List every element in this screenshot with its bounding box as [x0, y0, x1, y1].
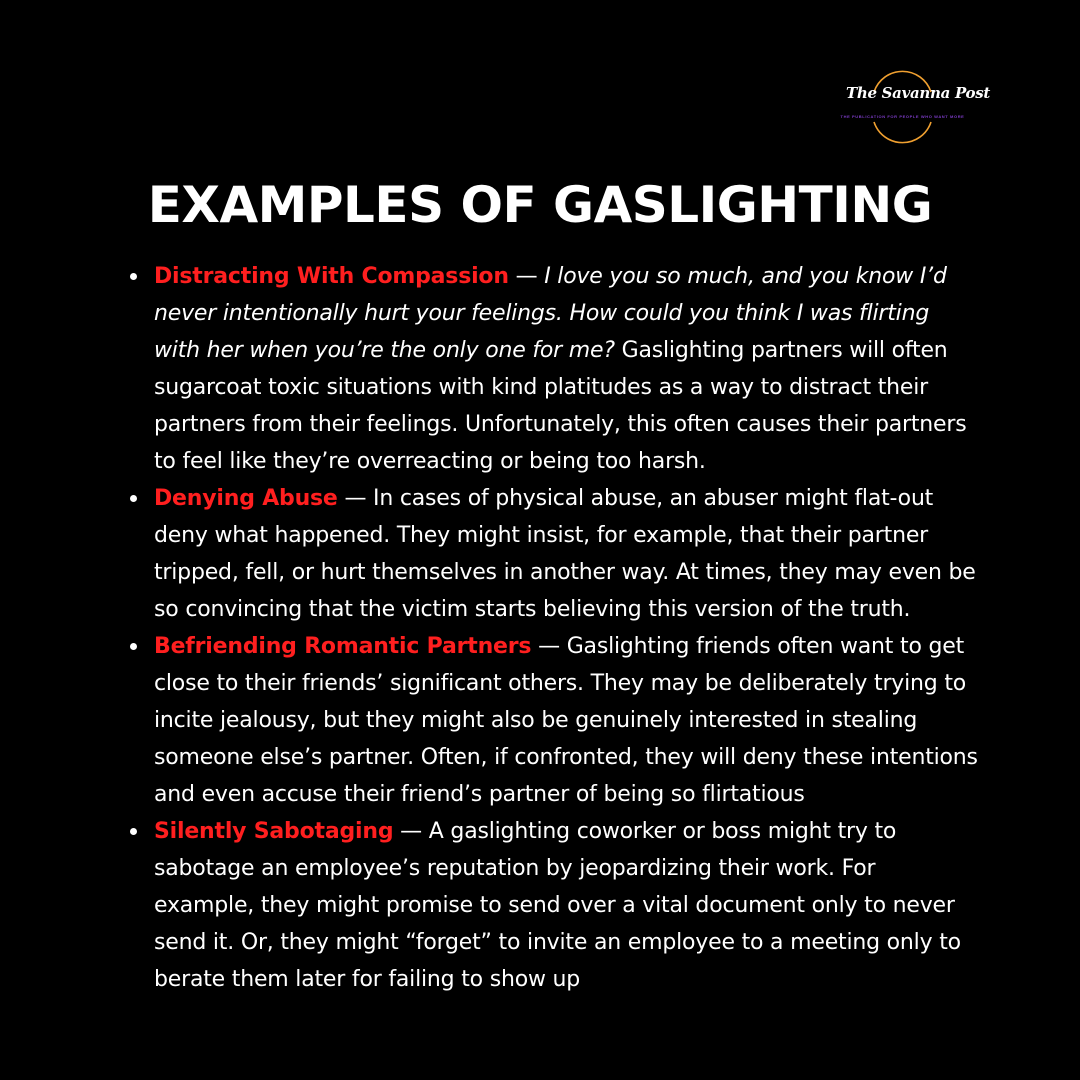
example-description: Gaslighting partners will often sugarcoat toxic situations with kind platitudes as a way to distract their partners from their feelings. Unfortunately, this often causes their partners to feel like they’re overreacting or being too harsh.: [154, 338, 967, 474]
brand-logo: [830, 70, 991, 145]
list-item: [110, 628, 980, 813]
list-item: [110, 813, 980, 998]
term-dash: —: [508, 264, 545, 289]
logo-tagline: THE PUBLICATION FOR PEOPLE WHO WANT MORE: [840, 114, 965, 119]
logo-name: The Savanna Post: [846, 84, 991, 102]
term-dash: —: [393, 819, 429, 844]
example-description: In cases of physical abuse, an abuser might flat-out deny what happened. They might insist, for example, that their partner tripped, fell, or hurt themselves in another way. At times, they may even be so convincing that the victim starts believing this version of the truth.: [154, 486, 976, 622]
list-item: [110, 480, 980, 628]
bullet-icon: [130, 828, 137, 835]
example-term: Silently Sabotaging: [154, 819, 394, 844]
bullet-icon: [130, 643, 137, 650]
example-term: Denying Abuse: [154, 486, 338, 511]
example-description: A gaslighting coworker or boss might try to sabotage an employee’s reputation by jeopardizing their work. For example, they might promise to send over a vital document only to never send it. Or, they might “forget” to invite an employee to a meeting only to berate them later for failing to show up: [154, 819, 961, 992]
bullet-icon: [130, 495, 137, 502]
term-dash: —: [337, 486, 374, 511]
examples-list: [110, 258, 980, 998]
page-title: EXAMPLES OF GASLIGHTING: [147, 176, 933, 234]
example-term: Befriending Romantic Partners: [154, 634, 532, 659]
example-term: Distracting With Compassion: [154, 264, 509, 289]
bullet-icon: [130, 273, 137, 280]
example-description: Gaslighting friends often want to get close to their friends’ significant others. They may be deliberately trying to incite jealousy, but they might also be genuinely interested in stealing someone else’s partner. Often, if confronted, they will deny these intentions and even accuse their friend’s partner of being so flirtatious: [154, 634, 978, 807]
logo-ring-icon: [830, 70, 991, 145]
example-quote: I love you so much, and you know I’d never intentionally hurt your feelings. How could you think I was flirting with her when you’re the only one for me?: [154, 264, 947, 363]
list-item: [110, 258, 980, 480]
term-dash: —: [531, 634, 567, 659]
